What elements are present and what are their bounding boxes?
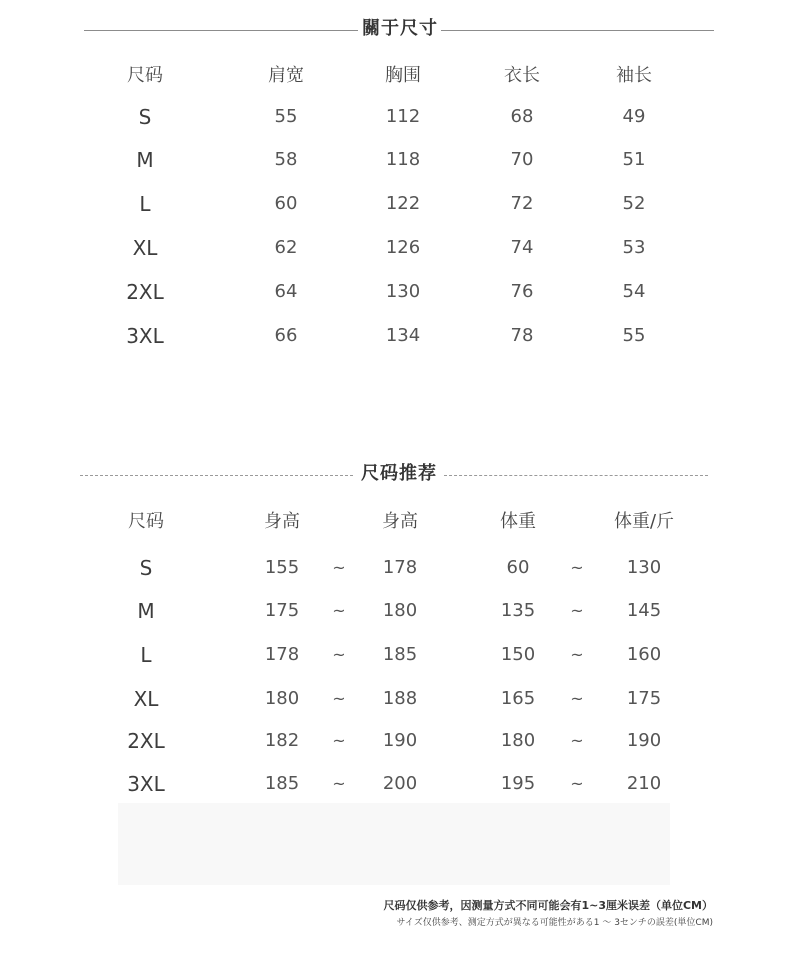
length-value: 78 [510, 325, 534, 346]
size-recommendation-heading [0, 459, 812, 489]
heading-rule-right [444, 475, 708, 476]
range-separator: ~ [332, 774, 346, 793]
chest-value: 130 [385, 281, 421, 302]
size-label: 2XL [127, 729, 165, 753]
header-sleeve-length: 袖长 [616, 65, 652, 86]
weight-to-value: 145 [626, 600, 662, 621]
table-row [100, 768, 700, 800]
height-from-value: 155 [264, 557, 300, 578]
table-row [100, 595, 700, 627]
range-separator: ~ [332, 689, 346, 708]
size-label: XL [132, 236, 158, 260]
weight-to-value: 175 [626, 688, 662, 709]
range-separator: ~ [570, 601, 584, 620]
heading-rule-right [441, 30, 714, 31]
height-from-value: 178 [264, 644, 300, 665]
header-chest: 胸围 [385, 65, 421, 86]
heading-rule-left [80, 475, 353, 476]
weight-to-value: 210 [626, 773, 662, 794]
range-separator: ~ [332, 558, 346, 577]
height-to-value: 188 [382, 688, 418, 709]
shoulder-width-value: 62 [274, 237, 298, 258]
length-value: 68 [510, 106, 534, 127]
size-info-title: 關于尺寸 [362, 18, 438, 39]
shoulder-width-value: 60 [274, 193, 298, 214]
weight-from-value: 195 [500, 773, 536, 794]
header-size: 尺码 [128, 511, 164, 532]
table-row [100, 188, 700, 220]
size-label: S [138, 105, 152, 129]
size-label: L [140, 643, 152, 667]
header-length: 衣长 [504, 65, 540, 86]
chest-value: 126 [385, 237, 421, 258]
size-info-table [100, 56, 700, 356]
length-value: 72 [510, 193, 534, 214]
range-separator: ~ [570, 689, 584, 708]
size-recommendation-table [100, 502, 700, 802]
size-label: 3XL [126, 324, 164, 348]
header-height-to: 身高 [382, 511, 418, 532]
table-row [100, 320, 700, 352]
size-label: L [139, 192, 151, 216]
table-header-row [100, 506, 700, 538]
table-row [100, 276, 700, 308]
table-row [100, 144, 700, 176]
height-from-value: 182 [264, 730, 300, 751]
chest-value: 112 [385, 106, 421, 127]
footer-note-japanese: サイズ仅供参考、测定方式が異なる可能性がある1 ～ 3センチの誤差(単位CM) [396, 918, 713, 928]
range-separator: ~ [570, 558, 584, 577]
length-value: 74 [510, 237, 534, 258]
table-row [100, 552, 700, 584]
footer-note-chinese: 尺码仅供参考，因测量方式不同可能会有1~3厘米误差（单位CM） [383, 899, 713, 912]
size-label: 2XL [126, 280, 164, 304]
length-value: 70 [510, 149, 534, 170]
table-header-row [100, 60, 700, 92]
weight-from-value: 60 [506, 557, 530, 578]
height-to-value: 185 [382, 644, 418, 665]
range-separator: ~ [332, 601, 346, 620]
height-to-value: 190 [382, 730, 418, 751]
blank-panel [118, 803, 670, 885]
table-row [100, 101, 700, 133]
height-from-value: 175 [264, 600, 300, 621]
shoulder-width-value: 55 [274, 106, 298, 127]
shoulder-width-value: 64 [274, 281, 298, 302]
range-separator: ~ [570, 774, 584, 793]
height-to-value: 178 [382, 557, 418, 578]
weight-to-value: 130 [626, 557, 662, 578]
table-row [100, 725, 700, 757]
footer-notes [293, 898, 713, 932]
header-height-from: 身高 [264, 511, 300, 532]
sleeve-length-value: 54 [622, 281, 646, 302]
header-size: 尺码 [127, 65, 163, 86]
range-separator: ~ [332, 731, 346, 750]
weight-to-value: 190 [626, 730, 662, 751]
sleeve-length-value: 51 [622, 149, 646, 170]
table-row [100, 639, 700, 671]
range-separator: ~ [570, 645, 584, 664]
weight-from-value: 150 [500, 644, 536, 665]
header-weight-from: 体重 [500, 511, 536, 532]
chest-value: 118 [385, 149, 421, 170]
height-from-value: 180 [264, 688, 300, 709]
sleeve-length-value: 49 [622, 106, 646, 127]
size-label: S [139, 556, 153, 580]
header-shoulder-width: 肩宽 [268, 65, 304, 86]
range-separator: ~ [332, 645, 346, 664]
size-label: XL [133, 687, 159, 711]
size-recommendation-title: 尺码推荐 [361, 463, 437, 484]
size-label: 3XL [127, 772, 165, 796]
height-from-value: 185 [264, 773, 300, 794]
length-value: 76 [510, 281, 534, 302]
size-info-heading [0, 14, 812, 44]
table-row [100, 683, 700, 715]
table-row [100, 232, 700, 264]
weight-to-value: 160 [626, 644, 662, 665]
weight-from-value: 135 [500, 600, 536, 621]
size-label: M [136, 148, 154, 172]
weight-from-value: 165 [500, 688, 536, 709]
header-weight-to: 体重/斤 [613, 511, 675, 532]
weight-from-value: 180 [500, 730, 536, 751]
range-separator: ~ [570, 731, 584, 750]
heading-rule-left [84, 30, 358, 31]
sleeve-length-value: 53 [622, 237, 646, 258]
height-to-value: 200 [382, 773, 418, 794]
size-label: M [137, 599, 155, 623]
chest-value: 134 [385, 325, 421, 346]
sleeve-length-value: 52 [622, 193, 646, 214]
shoulder-width-value: 58 [274, 149, 298, 170]
sleeve-length-value: 55 [622, 325, 646, 346]
shoulder-width-value: 66 [274, 325, 298, 346]
chest-value: 122 [385, 193, 421, 214]
height-to-value: 180 [382, 600, 418, 621]
